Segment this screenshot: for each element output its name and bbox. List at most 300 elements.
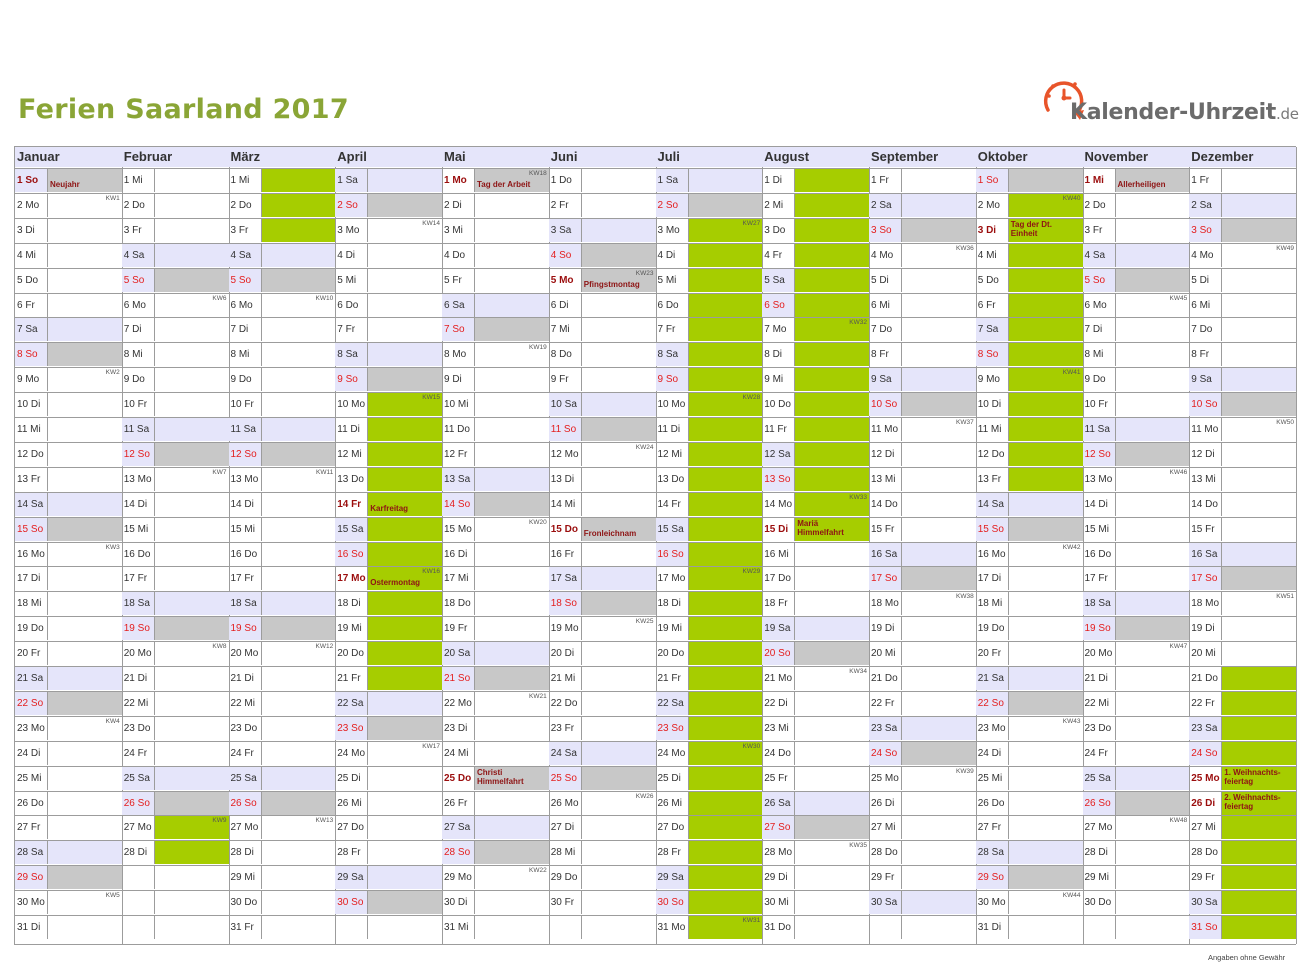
day-label: 26 Fr <box>442 792 475 815</box>
day-cell <box>1222 318 1296 341</box>
day-label: 8 Mi <box>1083 343 1116 366</box>
day-cell <box>902 169 976 192</box>
day-cell <box>582 169 656 192</box>
day-row <box>976 741 1083 765</box>
day-label: 9 Fr <box>549 368 582 391</box>
month-column <box>442 147 550 944</box>
ferien-cell <box>1222 866 1296 889</box>
day-label: 9 Do <box>122 368 155 391</box>
day-cell <box>368 767 442 790</box>
day-cell <box>368 816 442 839</box>
day-row <box>229 591 336 615</box>
day-row <box>442 517 549 541</box>
day-row <box>976 218 1083 242</box>
day-label: 28 Fr <box>656 841 689 864</box>
day-label: 18 Fr <box>762 592 795 615</box>
day-cell <box>368 368 442 391</box>
day-label: 24 Fr <box>1083 742 1116 765</box>
day-row <box>549 815 656 839</box>
day-row <box>549 791 656 815</box>
day-label: 17 Fr <box>122 567 155 590</box>
day-cell <box>262 543 336 566</box>
day-cell <box>475 219 549 242</box>
day-row <box>656 392 763 416</box>
day-cell <box>689 194 763 217</box>
day-cell <box>475 816 549 839</box>
day-cell <box>475 368 549 391</box>
day-row <box>1083 417 1190 441</box>
day-cell <box>582 617 656 640</box>
day-label: 27 Do <box>656 816 689 839</box>
day-row <box>656 666 763 690</box>
day-label: 3 So <box>869 219 902 242</box>
day-label: 30 Sa <box>1189 891 1222 914</box>
day-label: 22 So <box>976 692 1009 715</box>
day-row <box>976 641 1083 665</box>
day-cell <box>262 816 336 839</box>
day-label: 24 Mi <box>442 742 475 765</box>
day-label: 31 So <box>1189 916 1222 939</box>
day-label: 2 So <box>656 194 689 217</box>
day-row <box>15 566 122 590</box>
day-row <box>122 666 229 690</box>
day-row <box>869 641 976 665</box>
day-row <box>656 766 763 790</box>
week-number: KW50 <box>1276 419 1294 426</box>
day-cell <box>155 194 229 217</box>
day-row <box>122 890 229 914</box>
calendar-grid <box>15 147 1296 945</box>
day-cell <box>368 244 442 267</box>
day-cell <box>902 343 976 366</box>
day-cell <box>262 592 336 615</box>
week-number: KW47 <box>1169 643 1188 651</box>
day-label: 21 Fr <box>656 667 689 690</box>
day-row <box>229 766 336 790</box>
day-cell <box>48 717 122 740</box>
day-cell <box>902 393 976 416</box>
day-row <box>762 641 869 665</box>
day-label: 10 Fr <box>1083 393 1116 416</box>
day-row <box>549 542 656 566</box>
day-cell <box>1116 343 1190 366</box>
ferien-cell <box>689 318 763 341</box>
day-label: 12 Di <box>1189 443 1222 466</box>
day-cell <box>1222 219 1296 242</box>
day-label: 31 Di <box>15 916 48 939</box>
day-row <box>1083 317 1190 341</box>
day-cell <box>155 667 229 690</box>
day-label: 16 So <box>335 543 368 566</box>
day-row <box>229 542 336 566</box>
ferien-cell <box>1009 194 1083 217</box>
week-number: KW2 <box>105 369 120 377</box>
day-row <box>335 915 442 939</box>
day-label: 11 Sa <box>229 418 262 441</box>
day-label: 7 Di <box>1083 318 1116 341</box>
day-cell <box>368 866 442 889</box>
day-row <box>442 840 549 864</box>
day-cell <box>902 717 976 740</box>
day-cell <box>582 343 656 366</box>
day-cell <box>155 543 229 566</box>
ferien-cell <box>689 841 763 864</box>
day-row <box>656 342 763 366</box>
day-label: 2 Sa <box>869 194 902 217</box>
month-column <box>122 147 230 944</box>
holiday-name: Christi Himmelfahrt <box>477 767 524 786</box>
day-row <box>1189 915 1296 939</box>
day-cell <box>795 692 869 715</box>
week-number: KW36 <box>956 244 974 252</box>
day-row <box>442 666 549 690</box>
ferien-cell <box>262 219 336 242</box>
day-label: 22 Mi <box>229 692 262 715</box>
month-header: Oktober <box>976 147 1083 167</box>
week-number: KW12 <box>315 643 334 651</box>
day-row <box>442 293 549 317</box>
day-row <box>656 741 763 765</box>
day-label: 30 So <box>656 891 689 914</box>
day-cell <box>48 866 122 889</box>
day-label: 15 Mi <box>229 518 262 541</box>
day-label: 8 So <box>15 343 48 366</box>
day-row <box>976 467 1083 491</box>
day-label: 21 Fr <box>335 667 368 690</box>
day-label: 5 Mi <box>335 269 368 292</box>
day-label: 11 Mo <box>869 418 902 441</box>
day-label: 19 Di <box>869 617 902 640</box>
day-cell <box>475 393 549 416</box>
day-row <box>1083 890 1190 914</box>
day-cell <box>368 269 442 292</box>
day-label: 14 Di <box>229 493 262 516</box>
day-cell <box>155 767 229 790</box>
week-number: KW25 <box>635 618 654 626</box>
day-label: 21 Di <box>1083 667 1116 690</box>
day-row <box>335 741 442 765</box>
day-row <box>1189 766 1296 790</box>
day-label: 1 Di <box>762 169 795 192</box>
ferien-cell <box>795 194 869 217</box>
day-row <box>15 442 122 466</box>
day-row <box>656 317 763 341</box>
day-row <box>229 840 336 864</box>
day-label: 15 Do <box>549 518 582 541</box>
day-label: 18 So <box>549 592 582 615</box>
day-cell <box>155 567 229 590</box>
day-label: 28 Sa <box>976 841 1009 864</box>
day-cell <box>1116 318 1190 341</box>
holiday-name: Ostermontag <box>370 578 421 588</box>
day-label: 10 So <box>1189 393 1222 416</box>
month-header: März <box>229 147 336 167</box>
day-label: 17 Di <box>976 567 1009 590</box>
day-label: 18 Mi <box>15 592 48 615</box>
day-cell <box>582 219 656 242</box>
day-cell <box>475 617 549 640</box>
day-label: 22 Mi <box>122 692 155 715</box>
day-row <box>442 367 549 391</box>
day-cell <box>1222 269 1296 292</box>
day-cell <box>262 269 336 292</box>
day-label: 15 Fr <box>1189 518 1222 541</box>
day-row <box>122 766 229 790</box>
day-cell <box>1116 368 1190 391</box>
day-cell <box>475 294 549 317</box>
day-label: 7 Sa <box>976 318 1009 341</box>
day-row <box>976 616 1083 640</box>
day-cell <box>368 169 442 192</box>
day-cell <box>1009 617 1083 640</box>
day-cell <box>795 866 869 889</box>
day-label: 16 Do <box>229 543 262 566</box>
month-header: November <box>1083 147 1190 167</box>
day-label: 27 Mo <box>229 816 262 839</box>
day-label: 4 Di <box>656 244 689 267</box>
day-label: 15 Di <box>762 518 795 541</box>
day-row <box>976 168 1083 192</box>
day-label: 23 Mo <box>15 717 48 740</box>
day-cell <box>902 742 976 765</box>
day-cell <box>1116 742 1190 765</box>
day-row <box>549 392 656 416</box>
day-cell <box>1116 543 1190 566</box>
day-label: 24 So <box>869 742 902 765</box>
day-label: 13 Do <box>335 468 368 491</box>
day-label: 27 Fr <box>15 816 48 839</box>
day-label: 29 Mo <box>442 866 475 889</box>
day-row <box>122 317 229 341</box>
day-label: 28 Mo <box>762 841 795 864</box>
ferien-cell <box>795 493 869 516</box>
day-row <box>15 367 122 391</box>
day-row <box>15 666 122 690</box>
day-label: 25 Fr <box>762 767 795 790</box>
day-row <box>1189 815 1296 839</box>
day-cell <box>582 368 656 391</box>
day-cell <box>902 418 976 441</box>
day-row <box>229 517 336 541</box>
day-row <box>869 467 976 491</box>
day-row <box>762 317 869 341</box>
week-number: KW5 <box>105 892 120 900</box>
day-label: 6 Mi <box>1189 294 1222 317</box>
day-cell <box>902 194 976 217</box>
day-cell <box>368 219 442 242</box>
day-cell <box>582 567 656 590</box>
day-label: 12 So <box>122 443 155 466</box>
day-row <box>549 417 656 441</box>
day-label: 5 Fr <box>442 269 475 292</box>
day-cell <box>1009 169 1083 192</box>
day-label: 26 So <box>122 792 155 815</box>
day-label: 16 Mo <box>976 543 1009 566</box>
day-row <box>442 492 549 516</box>
ferien-cell <box>689 592 763 615</box>
day-label: 27 Mi <box>869 816 902 839</box>
day-cell <box>1222 368 1296 391</box>
month-header: Februar <box>122 147 229 167</box>
day-row <box>442 168 549 192</box>
day-cell <box>475 269 549 292</box>
day-cell <box>155 443 229 466</box>
day-cell <box>1009 518 1083 541</box>
month-header: Dezember <box>1189 147 1296 167</box>
day-row <box>549 243 656 267</box>
week-number: KW8 <box>212 643 227 651</box>
day-cell <box>1116 567 1190 590</box>
day-row <box>549 566 656 590</box>
day-label: 22 Sa <box>335 692 368 715</box>
day-label: 9 Sa <box>1189 368 1222 391</box>
day-row <box>15 815 122 839</box>
day-cell <box>1222 642 1296 665</box>
day-label: 4 Mo <box>1189 244 1222 267</box>
ferien-cell <box>1009 393 1083 416</box>
day-label: 25 Di <box>335 767 368 790</box>
week-number: KW48 <box>1169 817 1188 825</box>
day-label: 10 Di <box>15 393 48 416</box>
day-label: 2 So <box>335 194 368 217</box>
day-row <box>1189 367 1296 391</box>
ferien-cell <box>689 916 763 939</box>
day-cell <box>902 866 976 889</box>
day-row <box>1189 641 1296 665</box>
day-label: 6 Fr <box>15 294 48 317</box>
day-label: 15 Mi <box>122 518 155 541</box>
day-row <box>762 741 869 765</box>
day-label: 10 Fr <box>122 393 155 416</box>
day-row <box>869 492 976 516</box>
holiday-name: 2. Weihnachts-feiertag <box>1224 792 1281 811</box>
day-row <box>869 193 976 217</box>
day-label: 16 Sa <box>1189 543 1222 566</box>
logo-name: Kalender-Uhrzeit <box>1070 100 1277 125</box>
day-label: 28 Do <box>869 841 902 864</box>
day-cell <box>368 742 442 765</box>
day-row <box>122 915 229 939</box>
week-number: KW18 <box>529 170 547 177</box>
day-row <box>762 492 869 516</box>
day-row <box>869 517 976 541</box>
day-label: 29 Fr <box>1189 866 1222 889</box>
day-cell <box>475 443 549 466</box>
day-label: 29 Mi <box>1083 866 1116 889</box>
day-label: 17 Do <box>762 567 795 590</box>
day-cell <box>48 692 122 715</box>
week-number: KW45 <box>1169 294 1188 302</box>
day-cell <box>902 792 976 815</box>
ferien-cell <box>795 518 869 541</box>
day-row <box>335 716 442 740</box>
day-cell <box>795 617 869 640</box>
day-cell <box>48 393 122 416</box>
day-label: 18 Mi <box>976 592 1009 615</box>
day-label: 14 Mi <box>549 493 582 516</box>
ferien-cell <box>368 418 442 441</box>
week-number: KW26 <box>635 792 654 800</box>
day-label: 3 Fr <box>1083 219 1116 242</box>
day-cell <box>155 592 229 615</box>
day-row <box>869 342 976 366</box>
day-cell <box>902 891 976 914</box>
day-row <box>549 467 656 491</box>
day-cell <box>1116 841 1190 864</box>
day-row <box>1083 840 1190 864</box>
day-label: 22 So <box>15 692 48 715</box>
day-cell <box>262 418 336 441</box>
ferien-cell <box>368 567 442 590</box>
week-number: KW17 <box>422 742 440 750</box>
day-label: 6 Mi <box>869 294 902 317</box>
day-row <box>762 542 869 566</box>
day-row <box>549 193 656 217</box>
day-row <box>229 915 336 939</box>
day-label: 17 Fr <box>229 567 262 590</box>
ferien-cell <box>689 393 763 416</box>
day-label: 27 So <box>762 816 795 839</box>
holiday-name: Mariä Himmelfahrt <box>797 518 844 537</box>
day-cell <box>1222 567 1296 590</box>
day-label: 27 Fr <box>976 816 1009 839</box>
day-label: 14 Di <box>1083 493 1116 516</box>
day-label: 12 So <box>1083 443 1116 466</box>
day-row <box>869 566 976 590</box>
day-row <box>122 616 229 640</box>
ferien-cell <box>1009 318 1083 341</box>
day-row <box>442 691 549 715</box>
day-row <box>15 293 122 317</box>
day-label: 13 Mo <box>229 468 262 491</box>
month-header: September <box>869 147 976 167</box>
day-cell <box>582 294 656 317</box>
week-number: KW1 <box>105 194 120 202</box>
day-cell <box>155 742 229 765</box>
day-cell <box>902 518 976 541</box>
day-label: 23 Do <box>229 717 262 740</box>
day-label: 19 Do <box>976 617 1009 640</box>
holiday-name: Neujahr <box>50 180 80 189</box>
day-row <box>762 268 869 292</box>
day-row <box>976 566 1083 590</box>
day-row <box>1189 442 1296 466</box>
day-label: 18 Di <box>335 592 368 615</box>
day-row <box>122 865 229 889</box>
day-row <box>335 890 442 914</box>
day-row <box>1083 791 1190 815</box>
day-cell <box>795 916 869 939</box>
day-row <box>762 890 869 914</box>
day-row <box>549 293 656 317</box>
day-label: 8 Di <box>762 343 795 366</box>
day-label: 17 Sa <box>549 567 582 590</box>
ferien-cell <box>1009 443 1083 466</box>
day-label: 13 Fr <box>15 468 48 491</box>
day-label: 20 Mo <box>122 642 155 665</box>
day-cell <box>1222 443 1296 466</box>
day-row <box>869 392 976 416</box>
day-label: 21 Sa <box>15 667 48 690</box>
day-row <box>229 293 336 317</box>
day-cell <box>1116 393 1190 416</box>
week-number: KW7 <box>212 468 227 476</box>
day-cell <box>1116 767 1190 790</box>
day-row <box>976 915 1083 939</box>
ferien-cell <box>1009 294 1083 317</box>
day-row <box>869 542 976 566</box>
day-label: 28 Do <box>1189 841 1222 864</box>
